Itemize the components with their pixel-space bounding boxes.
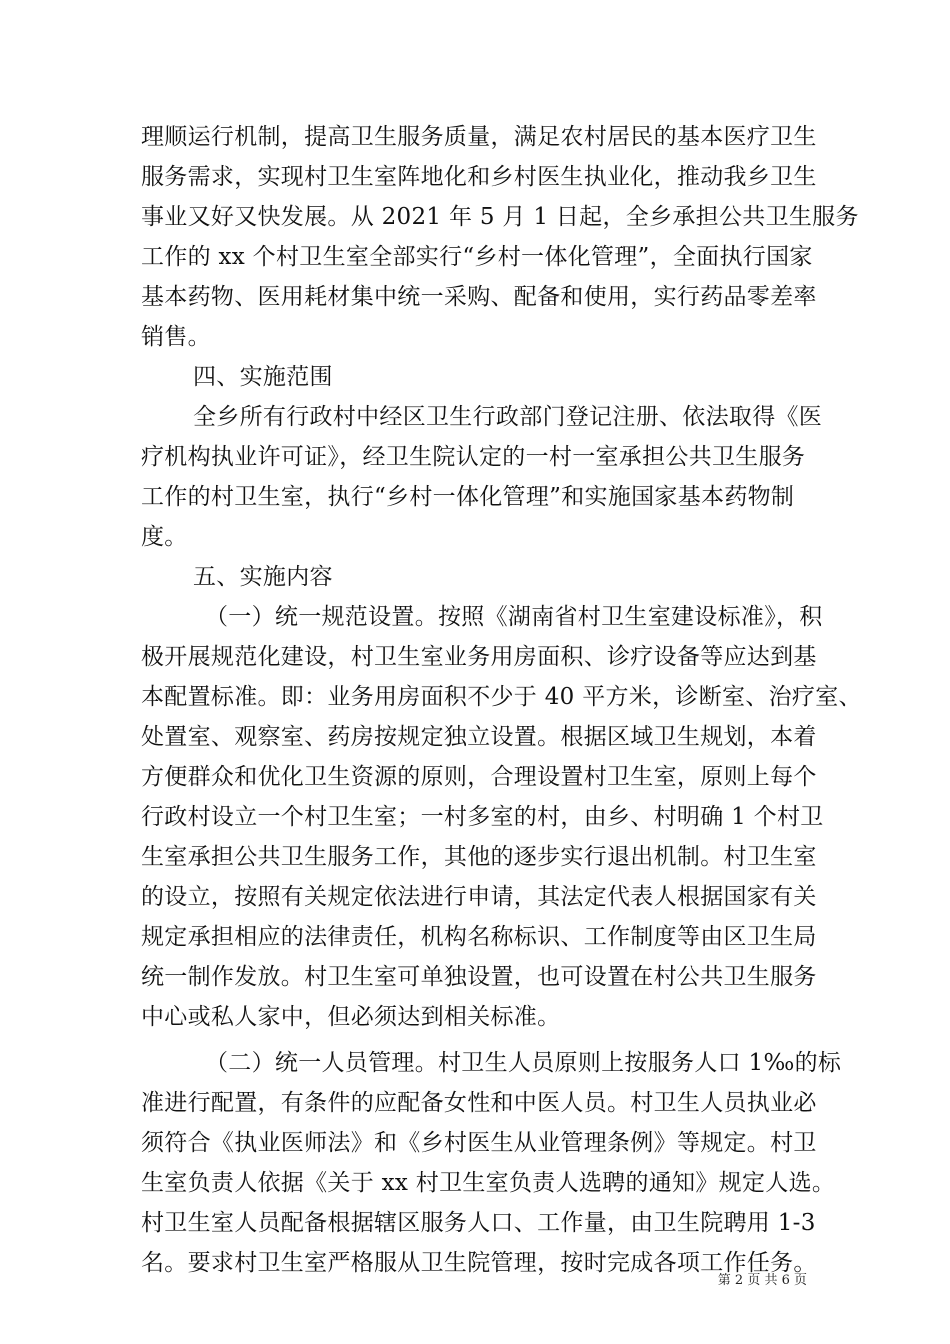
body-line: 名。要求村卫生室严格服从卫生院管理，按时完成各项工作任务。 xyxy=(141,1250,817,1276)
section-heading-content: 五、实施内容 xyxy=(193,564,333,590)
subsection-heading-setup: （一）统一规范设置。按照《湖南省村卫生室建设标准》，积 xyxy=(205,604,823,630)
document-body xyxy=(141,117,862,1283)
body-line: 服务需求，实现村卫生室阵地化和乡村医生执业化，推动我乡卫生 xyxy=(141,164,817,190)
body-line: 工作的村卫生室，执行“乡村一体化管理”和实施国家基本药物制 xyxy=(141,484,795,510)
section-heading-scope: 四、实施范围 xyxy=(193,364,333,390)
body-line: 生室负责人依据《关于 xx 村卫生室负责人选聘的通知》规定人选。 xyxy=(141,1170,836,1196)
body-line: 方便群众和优化卫生资源的原则，合理设置村卫生室，原则上每个 xyxy=(141,764,817,790)
body-line: 疗机构执业许可证》，经卫生院认定的一村一室承担公共卫生服务 xyxy=(141,444,806,470)
body-line: 生室承担公共卫生服务工作，其他的逐步实行退出机制。村卫生室 xyxy=(141,844,817,870)
body-line: 理顺运行机制，提高卫生服务质量，满足农村居民的基本医疗卫生 xyxy=(141,124,817,150)
body-line: 本配置标准。即：业务用房面积不少于 40 平方米，诊断室、治疗室、 xyxy=(141,684,862,710)
body-line: 销售。 xyxy=(141,324,211,350)
body-line: 工作的 xx 个村卫生室全部实行“乡村一体化管理”，全面执行国家 xyxy=(141,244,813,270)
body-line: 行政村设立一个村卫生室；一村多室的村，由乡、村明确 1 个村卫 xyxy=(141,804,824,830)
body-line: 的设立，按照有关规定依法进行申请，其法定代表人根据国家有关 xyxy=(141,884,817,910)
body-line: 处置室、观察室、药房按规定独立设置。根据区域卫生规划，本着 xyxy=(141,724,817,750)
body-line: 村卫生室人员配备根据辖区服务人口、工作量，由卫生院聘用 1-3 xyxy=(141,1210,816,1236)
body-line: 须符合《执业医师法》和《乡村医生从业管理条例》等规定。村卫 xyxy=(141,1130,817,1156)
body-line: 极开展规范化建设，村卫生室业务用房面积、诊疗设备等应达到基 xyxy=(141,644,817,670)
body-line: 基本药物、医用耗材集中统一采购、配备和使用，实行药品零差率 xyxy=(141,284,817,310)
body-line: 规定承担相应的法律责任，机构名称标识、工作制度等由区卫生局 xyxy=(141,924,817,950)
body-line: 度。 xyxy=(141,524,188,550)
body-line: 全乡所有行政村中经区卫生行政部门登记注册、依法取得《医 xyxy=(193,404,823,430)
body-line: 统一制作发放。村卫生室可单独设置，也可设置在村公共卫生服务 xyxy=(141,964,817,990)
page-number-footer: 第 2 页 共 6 页 xyxy=(717,1273,807,1288)
body-line: 事业又好又快发展。从 2021 年 5 月 1 日起，全乡承担公共卫生服务 xyxy=(141,204,859,230)
body-line: 准进行配置，有条件的应配备女性和中医人员。村卫生人员执业必 xyxy=(141,1090,817,1116)
body-line: 中心或私人家中，但必须达到相关标准。 xyxy=(141,1004,561,1030)
subsection-heading-personnel: （二）统一人员管理。村卫生人员原则上按服务人口 1‰的标 xyxy=(205,1050,842,1076)
